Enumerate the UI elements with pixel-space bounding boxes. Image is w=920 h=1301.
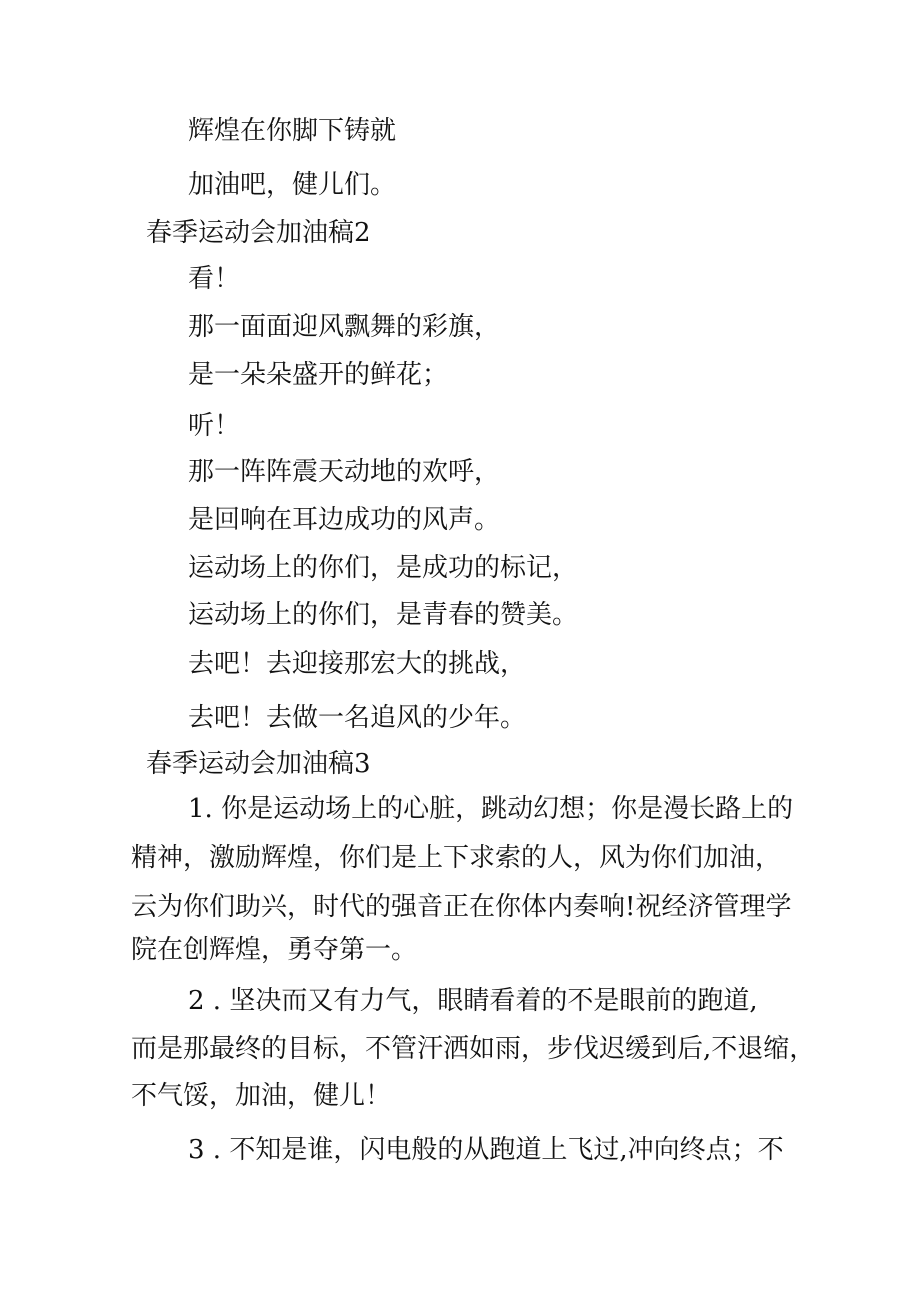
paragraph-line: 院在创辉煌，勇夺第一。 (131, 935, 418, 965)
paragraph-line: 2 . 坚决而又有力气，眼睛看着的不是眼前的跑道, (188, 986, 758, 1016)
poem-line: 加油吧，健儿们。 (188, 170, 397, 200)
poem-line: 那一面面迎风飘舞的彩旗， (188, 312, 501, 342)
poem-line: 去吧！去迎接那宏大的挑战， (188, 649, 527, 679)
poem-line: 是回响在耳边成功的风声。 (188, 505, 501, 535)
paragraph-line: 精神，激励辉煌，你们是上下求索的人，风为你们加油， (131, 843, 782, 873)
paragraph-line: 不气馁，加油，健儿！ (131, 1081, 392, 1111)
poem-line: 是一朵朵盛开的鲜花； (188, 360, 449, 390)
paragraph-line: 1. 你是运动场上的心脏，跳动幻想；你是漫长路上的 (188, 794, 794, 824)
poem-line: 运动场上的你们，是成功的标记， (188, 553, 579, 583)
poem-line: 运动场上的你们，是青春的赞美。 (188, 600, 579, 630)
paragraph-line: 3 . 不知是谁，闪电般的从跑道上飞过,冲向终点；不 (188, 1135, 784, 1165)
poem-line: 看！ (188, 264, 241, 294)
poem-line: 听！ (188, 411, 241, 441)
section-heading: 春季运动会加油稿3 (146, 749, 371, 779)
section-heading: 春季运动会加油稿2 (146, 218, 371, 248)
paragraph-line: 而是那最终的目标，不管汗洒如雨，步伐迟缓到后,不退缩， (131, 1034, 816, 1064)
poem-line: 辉煌在你脚下铸就 (188, 116, 397, 146)
paragraph-line: 云为你们助兴，时代的强音正在你体内奏响!祝经济管理学 (131, 892, 792, 922)
poem-line: 那一阵阵震天动地的欢呼， (188, 457, 501, 487)
poem-line: 去吧！去做一名追风的少年。 (188, 703, 527, 733)
